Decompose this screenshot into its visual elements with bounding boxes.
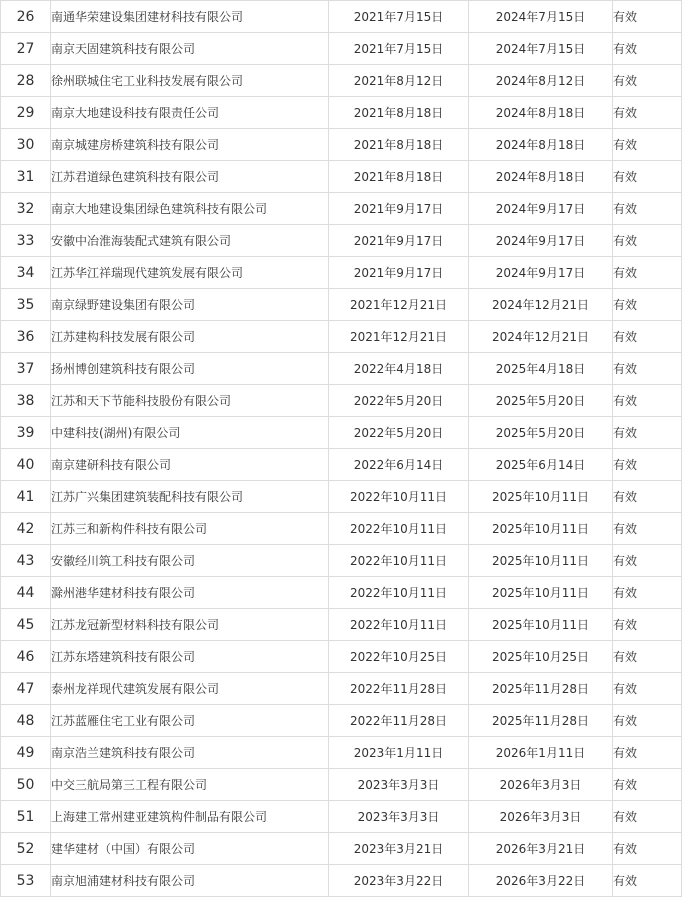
cell-index: 49 [1, 737, 51, 769]
cell-end-date: 2024年8月18日 [469, 97, 613, 129]
table-row [1, 833, 682, 865]
cell-company-name: 南通华荣建设集团建材科技有限公司 [51, 1, 329, 33]
cell-company-name: 江苏华江祥瑞现代建筑发展有限公司 [51, 257, 329, 289]
table-row [1, 769, 682, 801]
cell-status: 有效 [613, 161, 682, 193]
cell-status: 有效 [613, 833, 682, 865]
cell-end-date: 2025年5月20日 [469, 417, 613, 449]
cell-end-date: 2026年1月11日 [469, 737, 613, 769]
cell-start-date: 2021年12月21日 [329, 321, 469, 353]
cell-start-date: 2021年8月12日 [329, 65, 469, 97]
cell-status: 有效 [613, 865, 682, 897]
cell-index: 32 [1, 193, 51, 225]
cell-status: 有效 [613, 513, 682, 545]
cell-start-date: 2022年11月28日 [329, 705, 469, 737]
table-row [1, 641, 682, 673]
cell-company-name: 江苏君道绿色建筑科技有限公司 [51, 161, 329, 193]
cell-status: 有效 [613, 769, 682, 801]
table-row [1, 1, 682, 33]
cell-end-date: 2024年9月17日 [469, 257, 613, 289]
cell-index: 27 [1, 33, 51, 65]
table-body [1, 1, 682, 897]
cell-start-date: 2022年4月18日 [329, 353, 469, 385]
cell-company-name: 江苏建构科技发展有限公司 [51, 321, 329, 353]
cell-index: 46 [1, 641, 51, 673]
cell-index: 50 [1, 769, 51, 801]
table-row [1, 97, 682, 129]
cell-start-date: 2023年3月21日 [329, 833, 469, 865]
cell-status: 有效 [613, 289, 682, 321]
cell-status: 有效 [613, 193, 682, 225]
cell-company-name: 南京绿野建设集团有限公司 [51, 289, 329, 321]
cell-company-name: 安徽经川筑工科技有限公司 [51, 545, 329, 577]
cell-start-date: 2021年8月18日 [329, 129, 469, 161]
cell-index: 47 [1, 673, 51, 705]
cell-end-date: 2025年11月28日 [469, 705, 613, 737]
cell-company-name: 南京城建房桥建筑科技有限公司 [51, 129, 329, 161]
cell-status: 有效 [613, 417, 682, 449]
cell-status: 有效 [613, 673, 682, 705]
cell-index: 53 [1, 865, 51, 897]
table-row [1, 193, 682, 225]
cell-end-date: 2025年4月18日 [469, 353, 613, 385]
cell-company-name: 江苏东塔建筑科技有限公司 [51, 641, 329, 673]
cell-index: 34 [1, 257, 51, 289]
cell-status: 有效 [613, 353, 682, 385]
table-row [1, 65, 682, 97]
cell-end-date: 2025年10月11日 [469, 481, 613, 513]
cell-start-date: 2022年10月11日 [329, 577, 469, 609]
cell-start-date: 2021年7月15日 [329, 1, 469, 33]
cell-company-name: 江苏龙冠新型材料科技有限公司 [51, 609, 329, 641]
cell-index: 44 [1, 577, 51, 609]
cell-status: 有效 [613, 385, 682, 417]
cell-start-date: 2022年5月20日 [329, 385, 469, 417]
cell-index: 31 [1, 161, 51, 193]
cell-status: 有效 [613, 641, 682, 673]
cell-company-name: 南京天固建筑科技有限公司 [51, 33, 329, 65]
table-row [1, 161, 682, 193]
cell-end-date: 2025年10月11日 [469, 545, 613, 577]
cell-start-date: 2022年6月14日 [329, 449, 469, 481]
table-row [1, 801, 682, 833]
table-row [1, 577, 682, 609]
cell-status: 有效 [613, 737, 682, 769]
cell-start-date: 2021年8月18日 [329, 161, 469, 193]
cell-start-date: 2022年5月20日 [329, 417, 469, 449]
cell-company-name: 南京大地建设科技有限责任公司 [51, 97, 329, 129]
cell-index: 41 [1, 481, 51, 513]
cell-end-date: 2025年10月25日 [469, 641, 613, 673]
table-row [1, 609, 682, 641]
cell-end-date: 2024年7月15日 [469, 1, 613, 33]
cell-company-name: 上海建工常州建亚建筑构件制品有限公司 [51, 801, 329, 833]
cell-status: 有效 [613, 97, 682, 129]
cell-end-date: 2026年3月22日 [469, 865, 613, 897]
cell-status: 有效 [613, 1, 682, 33]
cell-end-date: 2024年7月15日 [469, 33, 613, 65]
cell-start-date: 2023年3月3日 [329, 769, 469, 801]
cell-start-date: 2021年9月17日 [329, 257, 469, 289]
cell-start-date: 2023年3月3日 [329, 801, 469, 833]
cell-index: 28 [1, 65, 51, 97]
table-row [1, 257, 682, 289]
cell-start-date: 2022年10月11日 [329, 481, 469, 513]
table-row [1, 545, 682, 577]
cell-company-name: 扬州博创建筑科技有限公司 [51, 353, 329, 385]
cell-status: 有效 [613, 449, 682, 481]
table-row [1, 129, 682, 161]
cell-status: 有效 [613, 321, 682, 353]
cell-end-date: 2026年3月3日 [469, 801, 613, 833]
table-row [1, 33, 682, 65]
cell-index: 43 [1, 545, 51, 577]
cell-end-date: 2024年8月12日 [469, 65, 613, 97]
cell-end-date: 2024年8月18日 [469, 161, 613, 193]
cell-status: 有效 [613, 705, 682, 737]
cell-company-name: 南京建研科技有限公司 [51, 449, 329, 481]
cell-company-name: 南京浩兰建筑科技有限公司 [51, 737, 329, 769]
cell-end-date: 2025年10月11日 [469, 513, 613, 545]
cell-index: 40 [1, 449, 51, 481]
table-row [1, 737, 682, 769]
table-row [1, 417, 682, 449]
cell-end-date: 2025年10月11日 [469, 609, 613, 641]
cell-start-date: 2021年9月17日 [329, 225, 469, 257]
cell-index: 39 [1, 417, 51, 449]
cell-status: 有效 [613, 481, 682, 513]
cell-company-name: 泰州龙祥现代建筑发展有限公司 [51, 673, 329, 705]
cell-end-date: 2024年9月17日 [469, 225, 613, 257]
cell-status: 有效 [613, 609, 682, 641]
cell-company-name: 南京大地建设集团绿色建筑科技有限公司 [51, 193, 329, 225]
cell-end-date: 2026年3月3日 [469, 769, 613, 801]
cell-index: 35 [1, 289, 51, 321]
cell-start-date: 2021年9月17日 [329, 193, 469, 225]
cell-company-name: 江苏蓝雁住宅工业有限公司 [51, 705, 329, 737]
cell-start-date: 2021年7月15日 [329, 33, 469, 65]
table-row [1, 449, 682, 481]
table-row [1, 225, 682, 257]
cell-end-date: 2025年10月11日 [469, 577, 613, 609]
cell-end-date: 2024年12月21日 [469, 321, 613, 353]
table-row [1, 481, 682, 513]
cell-status: 有效 [613, 129, 682, 161]
cell-index: 26 [1, 1, 51, 33]
cell-index: 36 [1, 321, 51, 353]
cell-company-name: 江苏三和新构件科技有限公司 [51, 513, 329, 545]
table-row [1, 385, 682, 417]
table-row [1, 673, 682, 705]
cell-status: 有效 [613, 225, 682, 257]
cell-start-date: 2021年8月18日 [329, 97, 469, 129]
cell-end-date: 2025年5月20日 [469, 385, 613, 417]
cell-start-date: 2023年1月11日 [329, 737, 469, 769]
cell-end-date: 2024年8月18日 [469, 129, 613, 161]
cell-end-date: 2026年3月21日 [469, 833, 613, 865]
cell-company-name: 南京旭浦建材科技有限公司 [51, 865, 329, 897]
cell-company-name: 安徽中冶淮海装配式建筑有限公司 [51, 225, 329, 257]
cell-index: 45 [1, 609, 51, 641]
table-row [1, 705, 682, 737]
cell-start-date: 2022年10月25日 [329, 641, 469, 673]
cell-index: 33 [1, 225, 51, 257]
cell-index: 37 [1, 353, 51, 385]
cell-start-date: 2022年10月11日 [329, 545, 469, 577]
cell-status: 有效 [613, 577, 682, 609]
cell-index: 48 [1, 705, 51, 737]
cell-company-name: 江苏和天下节能科技股份有限公司 [51, 385, 329, 417]
table-row [1, 865, 682, 897]
cell-company-name: 建华建材（中国）有限公司 [51, 833, 329, 865]
cell-start-date: 2023年3月22日 [329, 865, 469, 897]
cell-company-name: 中建科技(湖州)有限公司 [51, 417, 329, 449]
cell-index: 29 [1, 97, 51, 129]
table-row [1, 321, 682, 353]
cell-company-name: 滁州港华建材科技有限公司 [51, 577, 329, 609]
cell-start-date: 2022年10月11日 [329, 609, 469, 641]
cell-status: 有效 [613, 257, 682, 289]
cell-end-date: 2025年6月14日 [469, 449, 613, 481]
cell-index: 42 [1, 513, 51, 545]
cell-status: 有效 [613, 545, 682, 577]
cell-company-name: 江苏广兴集团建筑装配科技有限公司 [51, 481, 329, 513]
table-row [1, 353, 682, 385]
cell-status: 有效 [613, 801, 682, 833]
cell-end-date: 2024年9月17日 [469, 193, 613, 225]
cell-start-date: 2021年12月21日 [329, 289, 469, 321]
table-row [1, 289, 682, 321]
table-row [1, 513, 682, 545]
cell-company-name: 中交三航局第三工程有限公司 [51, 769, 329, 801]
cell-status: 有效 [613, 65, 682, 97]
cell-index: 52 [1, 833, 51, 865]
cell-index: 51 [1, 801, 51, 833]
cell-end-date: 2024年12月21日 [469, 289, 613, 321]
cell-end-date: 2025年11月28日 [469, 673, 613, 705]
cell-start-date: 2022年11月28日 [329, 673, 469, 705]
cell-status: 有效 [613, 33, 682, 65]
cell-index: 30 [1, 129, 51, 161]
cell-index: 38 [1, 385, 51, 417]
cell-start-date: 2022年10月11日 [329, 513, 469, 545]
cell-company-name: 徐州联城住宅工业科技发展有限公司 [51, 65, 329, 97]
